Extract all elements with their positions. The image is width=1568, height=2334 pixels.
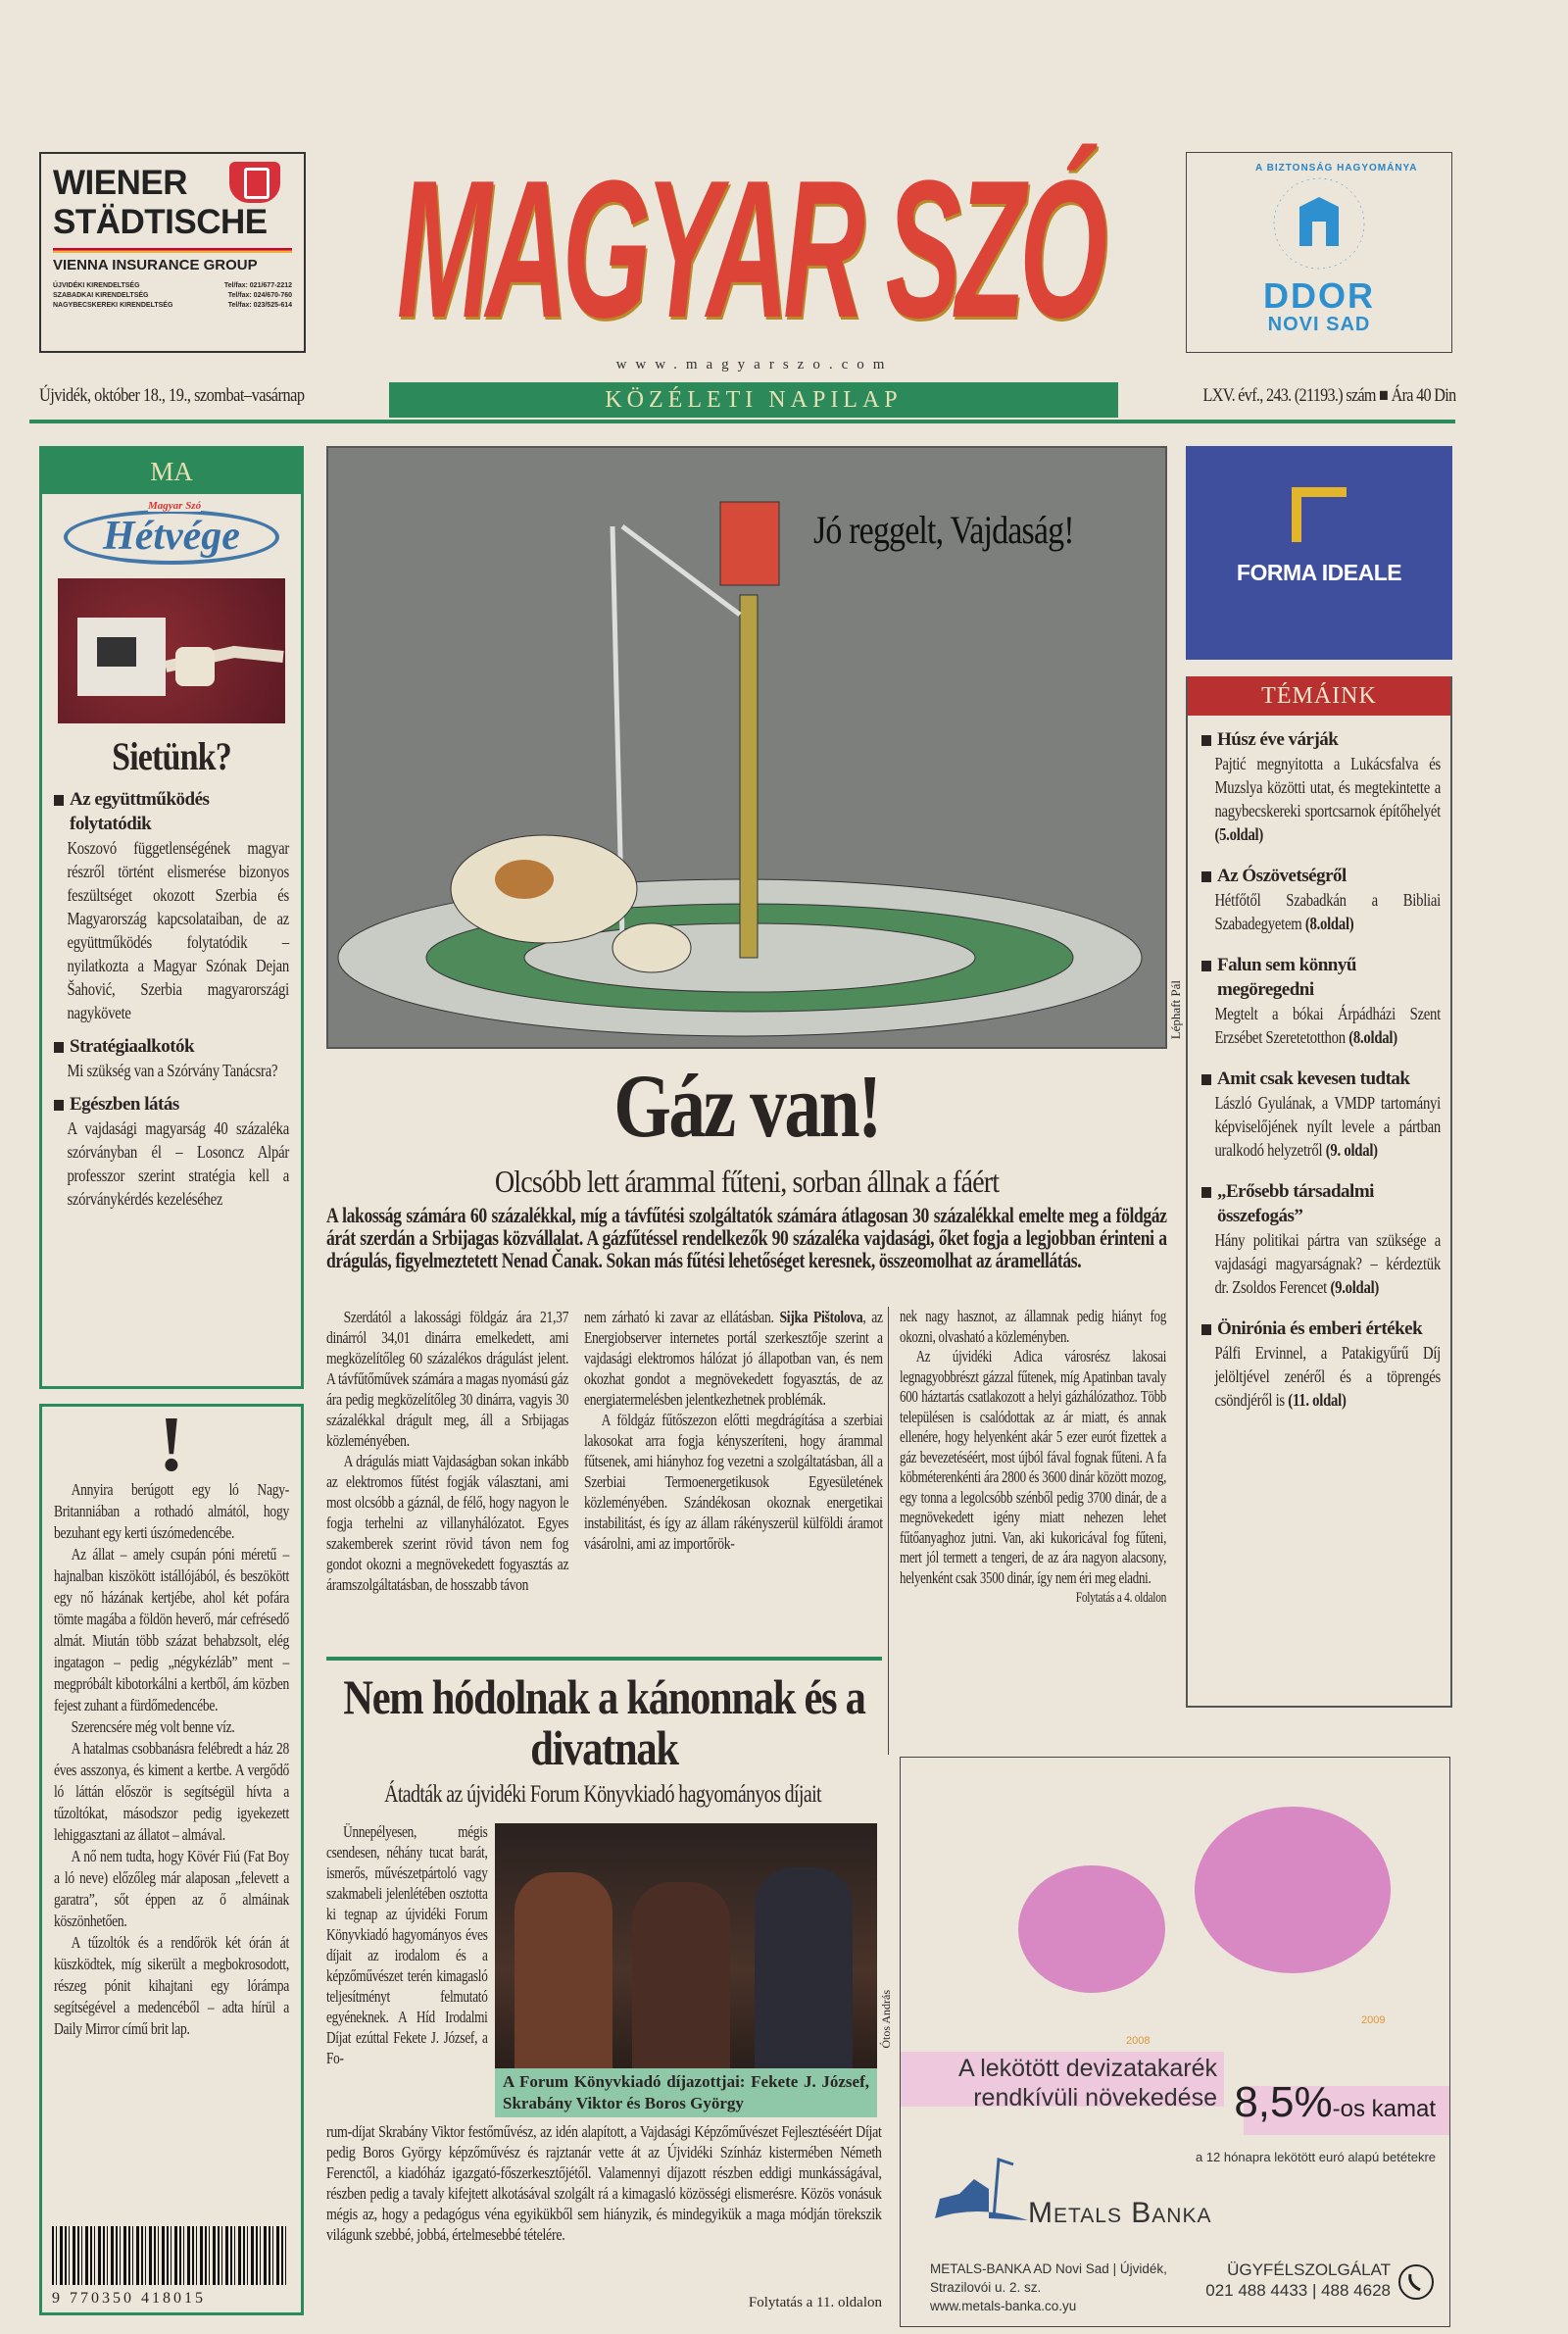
photo-credit: Ótos András <box>879 1990 893 2049</box>
teaser-title[interactable]: Stratégiaalkotók <box>54 1034 289 1059</box>
topic-item[interactable]: Az Ószövetségről Hétfőtől Szabadkán a Bibliai Szabadegyetem (8.oldal) <box>1188 852 1450 941</box>
topics-heading: TÉMÁINK <box>1188 676 1450 716</box>
culture-text: rum-díjat Skrabány Viktor festőművész, az idén alapított, a Vajdasági Képzőművészet Fejlesztéséért Díjat pedig Boros György képzőművész és rajztanár vette át az Újvidéki Színház kistermében Németh Ferenctől, a kiadóház igazgató-főszerkesztőjétől. Valamennyi díjazott részben eddigi munkásságával, részben pedig a tavaly kifejtett alkotásával szolgált rá a kimagasló közösségi elismerésre. Közös vonásuk mégis az, hogy a pedagógus véna egyikükből sem hiányzik, és mindegyikük a maga módján törekszik világunk szebbé, jobbá, értelmesebbé tételére. <box>326 2122 882 2244</box>
column-divider <box>888 1307 889 1755</box>
lead-headline[interactable]: Gáz van! <box>613 1056 880 1156</box>
topic-item[interactable]: Húsz éve várják Pajtić megnyitotta a Lukácsfalva és Muzslya közötti utat, és megtekintette a nagybecskereki sportcsarnok építőhelyét (5.oldal) <box>1188 716 1450 852</box>
barcode <box>52 2226 287 2285</box>
teaser-body: A vajdasági magyarság 40 százaléka szórványban él – Losoncz Alpár professzor szerint stratégia kell a szórványkérdés kezeléséhez <box>67 1118 289 1209</box>
teaser-title[interactable]: Az együttműködés folytatódik <box>54 787 289 836</box>
cartoon <box>326 446 1167 1049</box>
ddor-city: NOVI SAD <box>1267 314 1371 335</box>
knight-logo-icon <box>930 2150 1028 2228</box>
ad-brand: WIENER <box>53 164 187 202</box>
ad-stripe <box>53 248 292 253</box>
today-heading: MA <box>42 449 301 494</box>
forma-ideale-ad <box>1186 446 1452 660</box>
culture-headline[interactable]: Nem hódolnak a kánonnak és a divatnak <box>343 1669 865 1775</box>
piggy-bank-icon <box>1195 1807 1391 1973</box>
office-row: ÚJVIDÉKI KIRENDELTSÉG Tel/fax: 021/677-2212 <box>53 282 292 289</box>
topic-item[interactable]: Önirónia és emberi értékek Pálfi Ervinnel, a Patakigyűrű Díj jelöltjével zenéről és a töprengés csöndjéről is (11. oldal) <box>1188 1305 1450 1417</box>
exclamation-mark: ! <box>158 1402 185 1488</box>
cartoon-caption: Jó reggelt, Vajdaság! <box>813 508 1074 552</box>
topics-box <box>1186 676 1452 1708</box>
ddor-emblem-icon: A BIZTONSÁG HAGYOMÁNYA <box>1255 163 1383 278</box>
topic-item[interactable]: Amit csak kevesen tudtak László Gyulának, a VMDP tartományi képviselőjének nyílt levele a pártban uralkodó helyzetről (9. oldal) <box>1188 1055 1450 1167</box>
bank-brand: Metals Banka <box>1028 2197 1212 2229</box>
plug-photo <box>58 578 285 723</box>
teaser-body: Mi szükség van a Szórvány Tanácsra? <box>67 1061 278 1080</box>
dateline: Újvidék, október 18., 19., szombat–vasárnap <box>39 385 305 406</box>
topic-item[interactable]: Falun sem könnyű megöregedni Megtelt a bókai Árpádházi Szent Erzsébet Szeretetotthon (8.oldal) <box>1188 941 1450 1055</box>
wiener-crest-icon <box>229 162 280 203</box>
culture-narrow-text: Ünnepélyesen, mégis csendesen, néhány tucat barát, ismerős, művészetpártoló vagy szakmabeli jelenlétében osztotta ki tegnap az újvidéki Forum Könyvkiadó hagyományos éves díjait az irodalom és a képzőművészet terén kimagasló teljesítményt felmutató egyéneknek. A Híd Irodalmi Díjat ezúttal Fekete J. József, a Fo- <box>326 1822 488 2067</box>
office-row: SZABADKAI KIRENDELTSÉG Tel/fax: 024/670-760 <box>53 292 292 299</box>
teaser-body: Koszovó függetlenségének magyar részről történt elismerése bizonyos feszültséget okozott Szerbia és Magyarország kapcsolataiban, de az együttműködés folytatódik – nyilatkozta a Magyar Szónak Dejan Šahović, Szerbia magyarországi nagykövete <box>67 838 289 1022</box>
bank-website[interactable]: www.metals-banka.co.yu <box>930 2299 1077 2313</box>
forma-logo-icon <box>1292 487 1347 542</box>
cartoon-credit: Léphaft Pál <box>1168 980 1183 1040</box>
article-column-2: nem zárható ki zavar az ellátásban. Sijka Pištolova, az Energiobserver internetes portál szerkesztője szerint a vajdasági elektromos hálózat jó állapotban van, és nem okozhat gondot a megnövekedett fogyasztás, de az energiatermelésben jelentkezhetnek problémák. A földgáz fűtőszezon előtti megdrágítása a szerbiai lakosokat arra fogja kényszeríteni, hogy árammal fűtsenek, ami hiányhoz fog vezetni a szolgáltatásban, áll a Szerbiai Termoenergetikusok Egyesületének közleményében. Szándékosan okoznak energetikai instabilitást, és így az állam rákényszerül külföldi áramot vásárolni, ami az importőrök- <box>584 1308 883 1553</box>
fine-print: a 12 hónapra lekötött euró alapú betétekre <box>1195 2150 1436 2164</box>
topic-item[interactable]: „Erősebb társadalmi összefogás” Hány politikai pártra van szüksége a vajdasági magyarságnak? – kérdeztük dr. Zsoldos Ferencet (9.oldal) <box>1188 1167 1450 1305</box>
barcode-number: 9 770350 418015 <box>52 2290 206 2307</box>
teaser-title[interactable]: Egészben látás <box>54 1092 289 1117</box>
today-box <box>39 446 304 1389</box>
bank-address: METALS-BANKA AD Novi Sad | Újvidék, Strazilovói u. 2. sz. www.metals-banka.co.yu <box>930 2261 1167 2313</box>
website-url[interactable]: www.magyarszo.com <box>615 357 894 372</box>
brief-box <box>39 1404 304 2315</box>
ddor-ad <box>1186 152 1452 353</box>
metals-banka-ad <box>900 1757 1450 2327</box>
phone-icon <box>1396 2262 1436 2302</box>
hetvege-supplement-logo[interactable]: Magyar Szó Hétvége <box>64 510 279 565</box>
continued-link[interactable]: Folytatás a 4. oldalon <box>1075 1590 1167 1606</box>
lead-paragraph: A lakosság számára 60 százalékkal, míg a távfűtési szolgáltatók számára átlagosan 30 százalékkal emelte meg a földgáz árát szerdán a Srbijagas közvállalat. A gázfűtéssel rendelkezők 90 százaléka vajdasági, őket fogja a legjobban érinteni a drágulás, figyelmeztetett Nenad Čanak. Sokan más fűtési lehetőséget keresnek, összeomolhat az áramellátás. <box>326 1203 1167 1272</box>
brief-text: Annyira berúgott egy ló Nagy-Britanniában a rothadó almától, hogy bezuhant egy kerti úszómedencébe. Az állat – amely csupán póni méretű – hajnalban kiszökött istállójából, és beszökött egy nő házának kertjébe, ahol két pofára tömte magába a földön heverő, már cefrésedő almát. Miután több százat behabzsolt, elég ingatagon – pedig „négykézláb” ment – megpróbált kibotorkálni a kertből, ám közben fejest zuhant a fürdőmedencébe. Szerencsére még volt benne víz. A hatalmas csobbanásra felébredt a ház 28 éves asszonya, és kiment a kertbe. A vergődő ló láttán először is segítségül hívta a tűzoltókat, másodszor pedig igyekezett lehiggasztani az állatot – almával. A nő nem tudta, hogy Kövér Fiú (Fat Boy a ló neve) előzőleg már alaposan „felevett a garatra”, sőt éppen az ő almáinak köszönhetően. A tűzoltók és a rendőrök két órán át küszködtek, míg sikerült a megbokrosodott, részeg pónit kihajtani egy lórámpa segítségével a medencéből – adta hírül a Daily Mirror című brit lap. <box>54 1480 289 2038</box>
ad-brand: STÄDTISCHE <box>53 203 268 241</box>
lead-subheadline: Olcsóbb lett árammal fűteni, sorban állnak a fáért <box>494 1164 1000 1199</box>
year-label: 2009 <box>1361 2014 1386 2026</box>
office-row: NAGYBECSKEREKI KIRENDELTSÉG Tel/fax: 023/525-614 <box>53 302 292 309</box>
article-column-1: Szerdától a lakossági földgáz ára 21,37 dinárról 34,01 dinárra emelkedett, ami megközelítőleg 60 százalékos drágulást jelent. A távfűtőművek számára a magas nyomású gáz ára pedig megközelítőleg 30 dinárra, vagyis 30 százalékkal drágult meg, áll a Srbijagas közleményében. A drágulás miatt Vajdaságban sokan inkább az elektromos fűtést fogják választani, ami most olcsóbb a gáznál, de félő, hogy nagyon le fogja terhelni az villanyhálózatot. Egyes szakemberek szerint rövid távon nem fog gondot okozni a megnövekedett fogyasztás az áramszolgáltatásban, de hosszabb távon <box>326 1308 569 1594</box>
ddor-brand: DDOR <box>1263 275 1375 316</box>
masthead: MAGYAR SZÓ <box>397 140 1102 359</box>
article-divider <box>326 1657 882 1661</box>
interest-rate: 8,5%-os kamat <box>1234 2078 1436 2126</box>
tagline-bar: KÖZÉLETI NAPILAP <box>389 382 1118 418</box>
ad-headline: A lekötött devizatakarék rendkívüli növekedése <box>957 2055 1217 2111</box>
wiener-staedtische-ad <box>39 152 306 353</box>
photo-caption: A Forum Könyvkiadó díjazottjai: Fekete J. József, Skrabány Viktor és Boros György <box>495 2068 877 2117</box>
ad-group: VIENNA INSURANCE GROUP <box>53 257 258 273</box>
culture-subheadline: Átadták az újvidéki Forum Könyvkiadó hagyományos díjait <box>384 1781 821 1808</box>
piggy-bank-icon <box>1018 1865 1165 1993</box>
source-name: Sijka Pištolova <box>779 1308 863 1326</box>
forma-brand: FORMA IDEALE <box>1236 560 1402 585</box>
header-divider <box>29 420 1455 423</box>
continued-link[interactable]: Folytatás a 11. oldalon <box>748 2295 882 2310</box>
feature-title: Sietünk? <box>112 734 231 778</box>
customer-service: ÜGYFÉLSZOLGÁLAT 021 488 4433 | 488 4628 <box>1205 2260 1391 2300</box>
year-label: 2008 <box>1126 2035 1151 2047</box>
award-photo <box>495 1823 877 2068</box>
article-column-3: nek nagy hasznot, az államnak pedig hiányt fog okozni, olvasható a közleményben. Az újvidéki Adica városrész lakosai legnagyobbrészt gázzal fűtenek, míg Apatinban tavaly 600 háztartás csatlakozott a helyi gázhálózathoz. Több településen is csalódottak az ár miatt, és annak ellenére, hogy helyenként akár 5 ezer eurót fizettek a gáz bevezetéséért, most újból fával fognak fűteni. A fa köbméterenkénti ára 2800 és 3600 dinár között mozog, egy tonna a legolcsóbb szénből pedig 3700 dinár, de a megnövekedett igény miatt nehezen lehet fűtőanyaghoz jutni. Van, aki kukoricával fog fűteni, mert jól termett a tengeri, de az ára nagyon alacsony, helyenként csak 3500 dinár, így nem éri meg eladni. Folytatás a 4. oldalon <box>900 1307 1167 1606</box>
issue-info: LXV. évf., 243. (21193.) szám ■ Ára 40 Din <box>1202 385 1455 406</box>
